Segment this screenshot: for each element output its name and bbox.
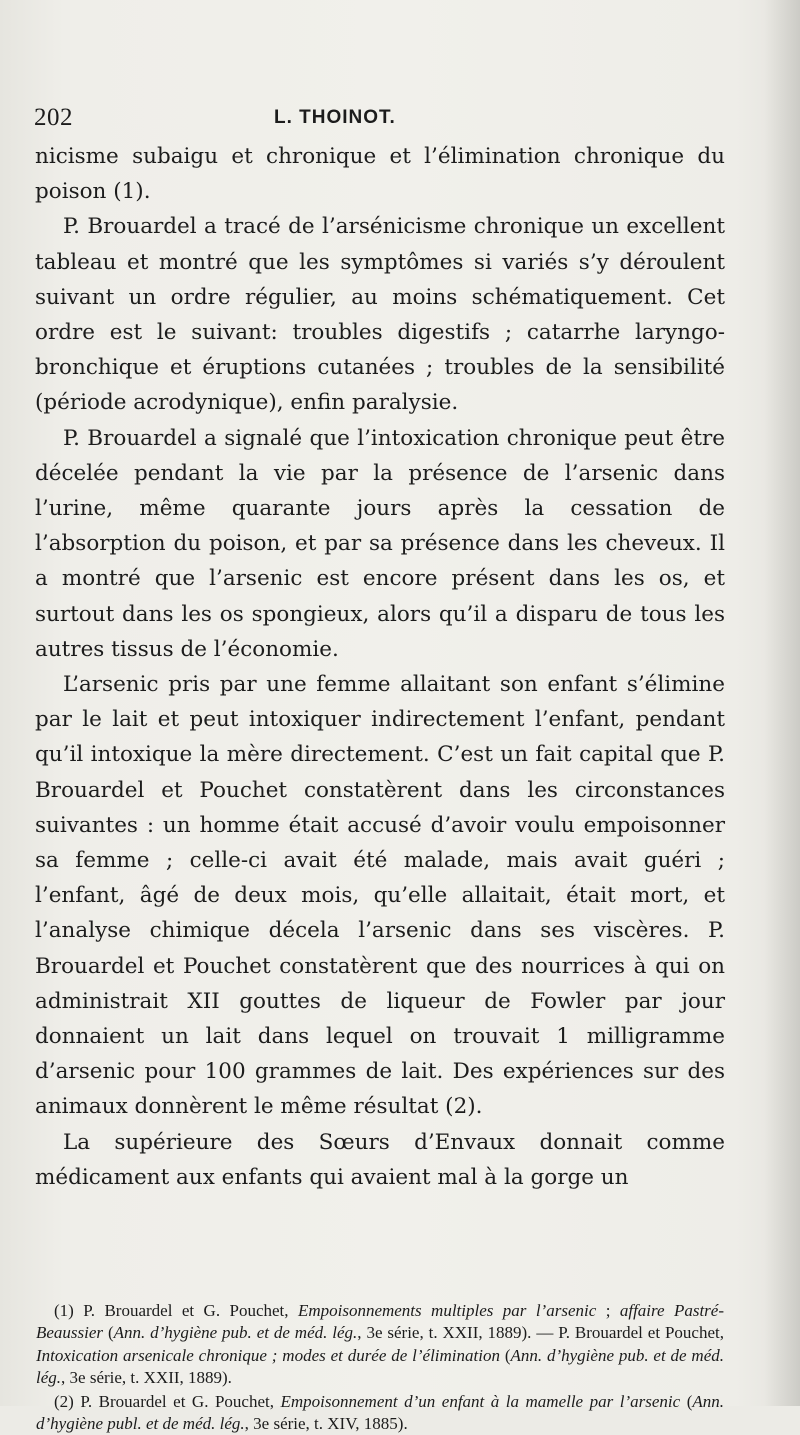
footnote-segment: , 3e série, t. XIV, 1885).	[244, 1414, 408, 1434]
body-text	[35, 139, 725, 1195]
footnote-segment: Ann. d’hygiène publ. et de méd. lég.	[36, 1391, 724, 1434]
paragraph-detection: P. Brouardel a signalé que l’intoxication chronique peut être décelée pendant la vie par la présence de l’arsenic dans l’urine, même quarante jours après la cessation de l’absorption du poison, et par sa présence dans les cheveux. Il a montré que l’arsenic est encore présent dans les os, et surtout dans les os spongieux, alors qu’il a disparu de tous les autres tissus de l’économie.	[35, 425, 725, 662]
running-head: L. THOINOT.	[274, 107, 396, 128]
page-edge-shadow	[764, 0, 800, 1406]
footnote-segment: Ann. d’hygiène pub. et de méd. lég.	[36, 1345, 724, 1388]
footnote-segment: Intoxication arsenicale chronique ; modes et durée de l’élimination	[36, 1345, 500, 1365]
footnote-segment: (	[499, 1345, 511, 1365]
footnote-2	[36, 1391, 724, 1435]
page-header	[34, 104, 754, 136]
footnote-segment: ;	[596, 1301, 620, 1320]
footnote-segment: , 3e série, t. XXII, 1889).	[61, 1368, 232, 1388]
footnote-segment: (2) P. Brouardel et G. Pouchet,	[54, 1391, 281, 1411]
footnote-segment: (1) P. Brouardel et G. Pouchet,	[54, 1301, 298, 1320]
footnote-segment: (	[680, 1391, 693, 1411]
paragraph-envaux: La supérieure des Sœurs d’Envaux donnait comme médicament aux enfants qui avaient mal à la gorge un	[35, 1129, 725, 1190]
footnotes	[36, 1300, 724, 1435]
footnote-segment: , 3e série, t. XXII, 1889). — P. Brouardel et Pouchet,	[357, 1323, 724, 1343]
footnote-segment: Empoisonnements multiples par l’arsenic	[297, 1301, 597, 1320]
page-number: 202	[34, 104, 73, 131]
footnote-segment: affaire Pastré-Beaussier	[36, 1301, 725, 1343]
footnote-segment: (	[103, 1323, 114, 1343]
paragraph-continuation: nicisme subaigu et chronique et l’élimination chronique du poison (1).	[35, 144, 725, 205]
footnote-1	[36, 1300, 724, 1390]
paragraph-symptoms: P. Brouardel a tracé de l’arsénicisme chronique un excellent tableau et montré que les symptômes si variés s’y déroulent suivant un ordre régulier, au moins schématiquement. Cet ordre est le suivant: troubles digestifs ; catarrhe laryngo-bronchique et éruptions cutanées ; troubles de la sensibilité (période acrodynique), enfin paralysie.	[35, 214, 725, 416]
footnote-segment: Ann. d’hygiène pub. et de méd. lég.	[113, 1323, 358, 1343]
footnote-segment: Empoisonnement d’un enfant à la mamelle par l’arsenic	[280, 1391, 681, 1411]
paragraph-lactation: L’arsenic pris par une femme allaitant son enfant s’élimine par le lait et peut intoxiquer indirectement l’enfant, pendant qu’il intoxique la mère directement. C’est un fait capital que P. Brouardel et Pouchet constatèrent dans les circonstances suivantes : un homme était accusé d’avoir voulu empoisonner sa femme ; celle-ci avait été malade, mais avait guéri ; l’enfant, âgé de deux mois, qu’elle allaitait, était mort, et l’analyse chimique décela l’arsenic dans ses viscères. P. Brouardel et Pouchet constatèrent que des nourrices à qui on administrait XII gouttes de liqueur de Fowler par jour donnaient un lait dans lequel on trouvait 1 milligramme d’arsenic pour 100 grammes de lait. Des expériences sur des animaux donnèrent le même résultat (2).	[35, 672, 725, 1120]
